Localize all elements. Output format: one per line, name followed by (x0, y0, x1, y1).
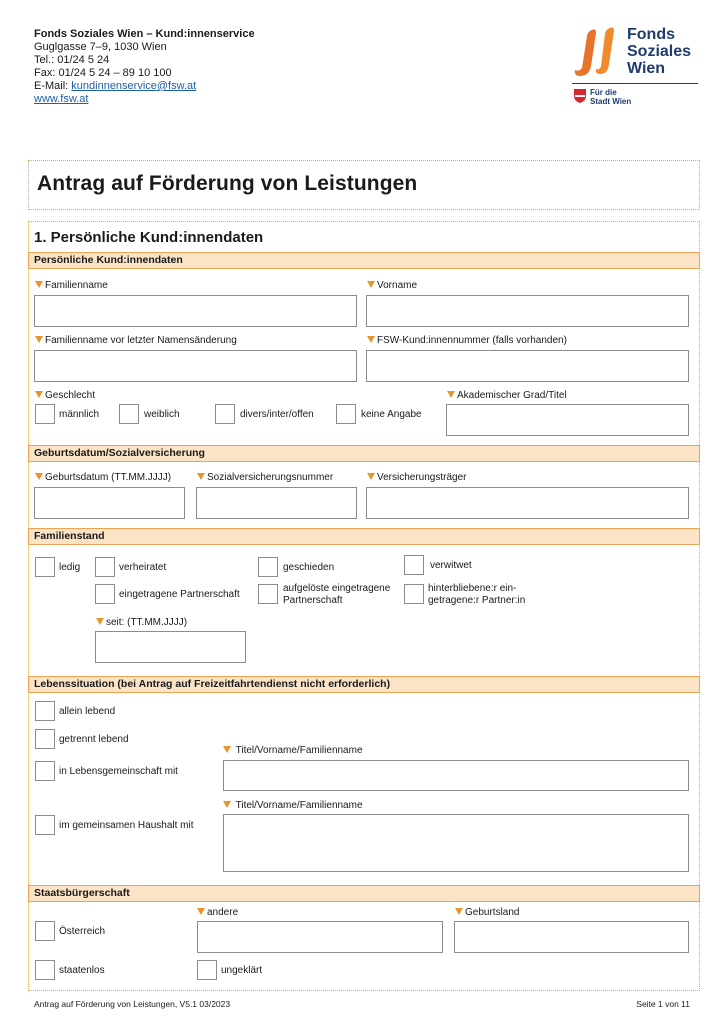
checkbox-ungeklaert[interactable] (197, 960, 217, 980)
label-weiblich: weiblich (144, 409, 180, 420)
lebensgemeinschaft-name-field[interactable] (223, 760, 689, 791)
checkbox-geschieden[interactable] (258, 557, 278, 577)
label-lebensgemeinschaft: in Lebensgemeinschaft mit (59, 766, 178, 777)
label-eingetragene-partnerschaft: eingetragene Partnerschaft (119, 589, 240, 600)
organisation-tel: Tel.: 01/24 5 24 (34, 54, 110, 66)
required-marker-icon (197, 473, 205, 480)
logo-sub-line-1: Für die (590, 88, 617, 97)
bar-birth-insurance: Geburtsdatum/Sozialversicherung (28, 445, 700, 462)
fsw-logo-mark-icon (572, 26, 624, 80)
required-marker-icon (35, 281, 43, 288)
label-getrennt-lebend: getrennt lebend (59, 734, 129, 745)
label-aufgeloeste-line-2: Partnerschaft (283, 595, 343, 606)
vorname-field[interactable] (366, 295, 689, 327)
footer-page-number: Seite 1 von 11 (636, 999, 690, 1009)
organisation-address-block (34, 28, 255, 106)
label-aufgeloeste-partnerschaft (283, 583, 390, 607)
checkbox-verwitwet[interactable] (404, 555, 424, 575)
bar-personal-data: Persönliche Kund:innendaten (28, 252, 700, 269)
website-link[interactable]: www.fsw.at (34, 93, 89, 105)
label-familienname-vorher: Familienname vor letzter Namensänderung (35, 335, 237, 347)
label-ledig: ledig (59, 562, 81, 573)
label-verheiratet: verheiratet (119, 562, 167, 573)
versicherungstraeger-field[interactable] (366, 487, 689, 519)
haushalt-name-field[interactable] (223, 814, 689, 872)
required-marker-icon (197, 908, 205, 915)
checkbox-maennlich[interactable] (35, 404, 55, 424)
fsw-logo (572, 26, 702, 110)
fsw-nummer-field[interactable] (366, 350, 689, 382)
akademischer-grad-field[interactable] (446, 404, 689, 436)
label-aufgeloeste-line-1: aufgelöste eingetragene (283, 583, 391, 594)
required-marker-icon (35, 473, 43, 480)
label-keine-angabe: keine Angabe (361, 409, 422, 420)
logo-sub-line-2: Stadt Wien (590, 97, 632, 106)
label-geschieden: geschieden (283, 562, 335, 573)
label-hinterbliebene (428, 583, 525, 607)
label-seit: seit: (TT.MM.JJJJ) (96, 617, 187, 629)
logo-text (627, 26, 691, 77)
checkbox-oesterreich[interactable] (35, 921, 55, 941)
bar-living-situation: Lebenssituation (bei Antrag auf Freizeitfahrtendienst nicht erforderlich) (28, 676, 700, 693)
label-geschlecht: Geschlecht (35, 390, 95, 402)
required-marker-icon (455, 908, 463, 915)
checkbox-lebensgemeinschaft[interactable] (35, 761, 55, 781)
organisation-email-line (34, 80, 255, 93)
organisation-fax: Fax: 01/24 5 24 – 89 10 100 (34, 67, 172, 79)
organisation-name: Fonds Soziales Wien – Kund:innenservice (34, 28, 255, 40)
checkbox-hinterbliebene[interactable] (404, 584, 424, 604)
required-marker-icon (447, 391, 455, 398)
label-hinterbliebene-line-2: getragene:r Partner:in (428, 595, 526, 606)
bar-citizenship: Staatsbürgerschaft (28, 885, 700, 902)
required-marker-icon (367, 281, 375, 288)
label-andere: andere (197, 907, 238, 919)
organisation-address: Guglgasse 7–9, 1030 Wien (34, 41, 167, 53)
email-link[interactable]: kundinnenservice@fsw.at (71, 80, 197, 92)
geburtsland-field[interactable] (454, 921, 689, 953)
label-allein-lebend: allein lebend (59, 706, 116, 717)
sv-nummer-field[interactable] (196, 487, 357, 519)
logo-line-soziales: Soziales (627, 43, 692, 60)
required-marker-icon (223, 746, 231, 753)
label-familienname: Familienname (35, 280, 108, 292)
label-ungeklaert: ungeklärt (221, 965, 263, 976)
checkbox-getrennt-lebend[interactable] (35, 729, 55, 749)
section-1-heading: 1. Persönliche Kund:innendaten (34, 229, 264, 246)
logo-subtext (590, 88, 631, 106)
label-geburtsdatum: Geburtsdatum (TT.MM.JJJJ) (35, 472, 171, 484)
logo-line-wien: Wien (627, 60, 666, 77)
label-gemeinsamer-haushalt: im gemeinsamen Haushalt mit (59, 820, 194, 831)
required-marker-icon (96, 618, 104, 625)
label-sv-nummer: Sozialversicherungsnummer (197, 472, 333, 484)
checkbox-allein-lebend[interactable] (35, 701, 55, 721)
checkbox-aufgeloeste-partnerschaft[interactable] (258, 584, 278, 604)
required-marker-icon (367, 473, 375, 480)
label-versicherungstraeger: Versicherungsträger (367, 472, 467, 484)
required-marker-icon (35, 336, 43, 343)
required-marker-icon (223, 801, 231, 808)
checkbox-gemeinsamer-haushalt[interactable] (35, 815, 55, 835)
checkbox-ledig[interactable] (35, 557, 55, 577)
footer-document-version: Antrag auf Förderung von Leistungen, V5.1 03/2023 (34, 999, 231, 1009)
checkbox-keine-angabe[interactable] (336, 404, 356, 424)
bar-family-status: Familienstand (28, 528, 700, 545)
label-akademischer-grad: Akademischer Grad/Titel (447, 390, 567, 402)
familienname-field[interactable] (34, 295, 357, 327)
seit-field[interactable] (95, 631, 246, 663)
vienna-crest-icon (574, 89, 586, 103)
checkbox-weiblich[interactable] (119, 404, 139, 424)
label-maennlich: männlich (59, 409, 100, 420)
label-verwitwet: verwitwet (430, 560, 472, 571)
checkbox-verheiratet[interactable] (95, 557, 115, 577)
geburtsdatum-field[interactable] (34, 487, 185, 519)
label-geburtsland: Geburtsland (455, 907, 519, 919)
label-hinterbliebene-line-1: hinterbliebene:r ein- (428, 583, 517, 594)
logo-divider (572, 83, 698, 84)
required-marker-icon (35, 391, 43, 398)
andere-field[interactable] (197, 921, 443, 953)
label-vorname: Vorname (367, 280, 417, 292)
label-staatenlos: staatenlos (59, 965, 105, 976)
email-prefix: E-Mail: (34, 80, 72, 92)
logo-line-fonds: Fonds (627, 26, 675, 43)
checkbox-eingetragene-partnerschaft[interactable] (95, 584, 115, 604)
label-oesterreich: Österreich (59, 926, 106, 937)
familienname-vorher-field[interactable] (34, 350, 357, 382)
label-fsw-nummer: FSW-Kund:innennummer (falls vorhanden) (367, 335, 567, 347)
checkbox-staatenlos[interactable] (35, 960, 55, 980)
form-title: Antrag auf Förderung von Leistungen (37, 172, 418, 195)
label-titel-name-1: Titel/Vorname/Familienname (223, 745, 363, 757)
label-divers: divers/inter/offen (240, 409, 314, 420)
checkbox-divers[interactable] (215, 404, 235, 424)
label-titel-name-2: Titel/Vorname/Familienname (223, 800, 363, 812)
required-marker-icon (367, 336, 375, 343)
